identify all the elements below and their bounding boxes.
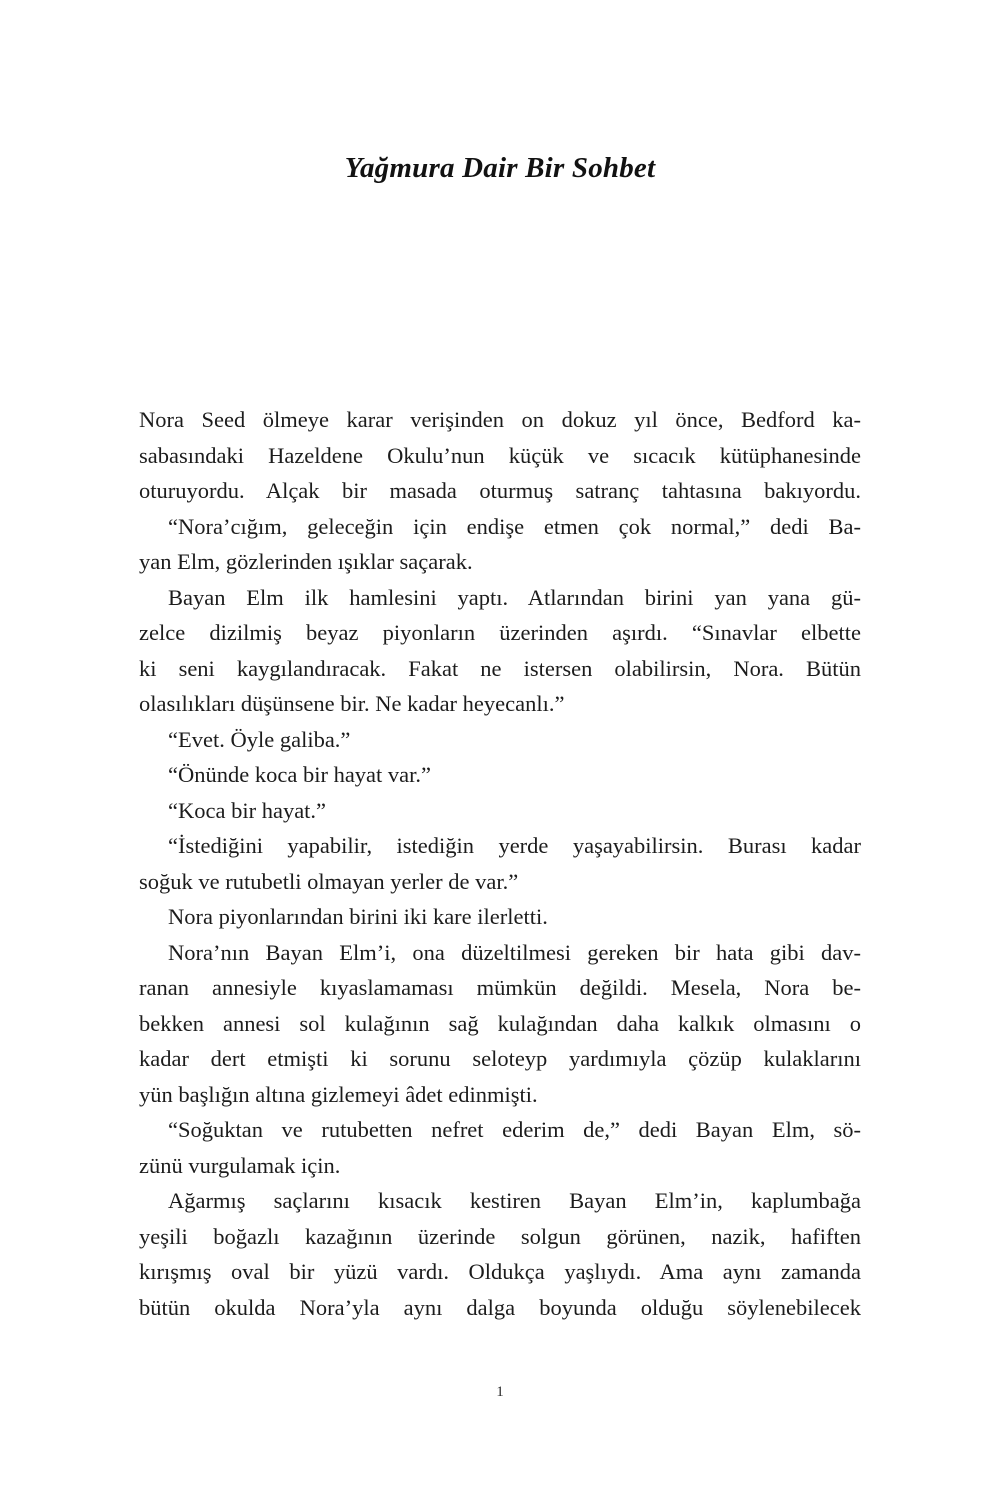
text-line: olasılıkları düşünsene bir. Ne kadar heyecanlı.” [139,691,565,716]
text-line: Nora piyonlarından birini iki kare ilerletti. [168,904,548,929]
text-line: yün başlığın altına gizlemeyi âdet edinmişti. [139,1081,538,1107]
text-line: “Nora’cığım, geleceğin için endişe etmen çok normal,” dedi Ba- [168,513,861,539]
text-line: Bayan Elm ilk hamlesini yaptı. Atlarından birini yan yana gü- [168,584,861,610]
text-line: kırışmış oval bir yüzü vardı. Oldukça yaşlıydı. Ama aynı zamanda [139,1259,861,1284]
text-line: bekken annesi sol kulağının sağ kulağından daha kalkık olmasını o [139,1010,861,1036]
text-line: Ağarmış saçlarını kısacık kestiren Bayan Elm’in, kaplumbağa [168,1188,861,1213]
page-title: Yağmura Dair Bir Sohbet [344,152,656,184]
text-line: “Koca bir hayat.” [168,797,327,823]
paragraph [139,1183,861,1325]
text-line: ranan annesiyle kıyaslamaması mümkün değildi. Mesela, Nora be- [139,975,861,1000]
text-line: “Soğuktan ve rutubetten nefret ederim de,” dedi Bayan Elm, sö- [168,1117,861,1142]
paragraph [139,828,861,899]
text-line: “İstediğini yapabilir, istediğin yerde yaşayabilirsin. Burası kadar [168,833,861,858]
paragraph [139,1112,861,1183]
text-line: Nora Seed ölmeye karar verişinden on dokuz yıl önce, Bedford ka- [139,407,861,432]
paragraph [139,722,861,758]
text-line: bütün okulda Nora’yla aynı dalga boyunda olduğu söylenebilecek [139,1294,861,1320]
text-line: “Önünde koca bir hayat var.” [168,762,432,787]
text-line: yeşili boğazlı kazağının üzerinde solgun görünen, nazik, hafiften [139,1223,861,1249]
paragraph [139,793,861,829]
text-line: kadar dert etmişti ki sorunu seloteyp yardımıyla çözüp kulaklarını [139,1046,861,1071]
paragraph [139,402,861,509]
text-line: oturuyordu. Alçak bir masada oturmuş satranç tahtasına bakıyordu. [139,478,861,503]
text-line: zelce dizilmiş beyaz piyonların üzerinden aşırdı. “Sınavlar elbette [139,620,861,645]
paragraph [139,757,861,793]
paragraph [139,509,861,580]
text-line: “Evet. Öyle galiba.” [168,726,351,752]
text-line: zünü vurgulamak için. [139,1152,341,1178]
text-line: sabasındaki Hazeldene Okulu’nun küçük ve sıcacık kütüphanesinde [139,442,861,468]
paragraph [139,580,861,722]
text-line: soğuk ve rutubetli olmayan yerler de var.” [139,868,519,894]
text-line: yan Elm, gözlerinden ışıklar saçarak. [139,549,473,574]
body-text [139,402,861,1325]
page-number: 1 [496,1384,504,1400]
text-line: Nora’nın Bayan Elm’i, ona düzeltilmesi gereken bir hata gibi dav- [168,939,861,965]
text-line: ki seni kaygılandıracak. Fakat ne istersen olabilirsin, Nora. Bütün [139,655,861,681]
paragraph [139,935,861,1113]
paragraph [139,899,861,935]
